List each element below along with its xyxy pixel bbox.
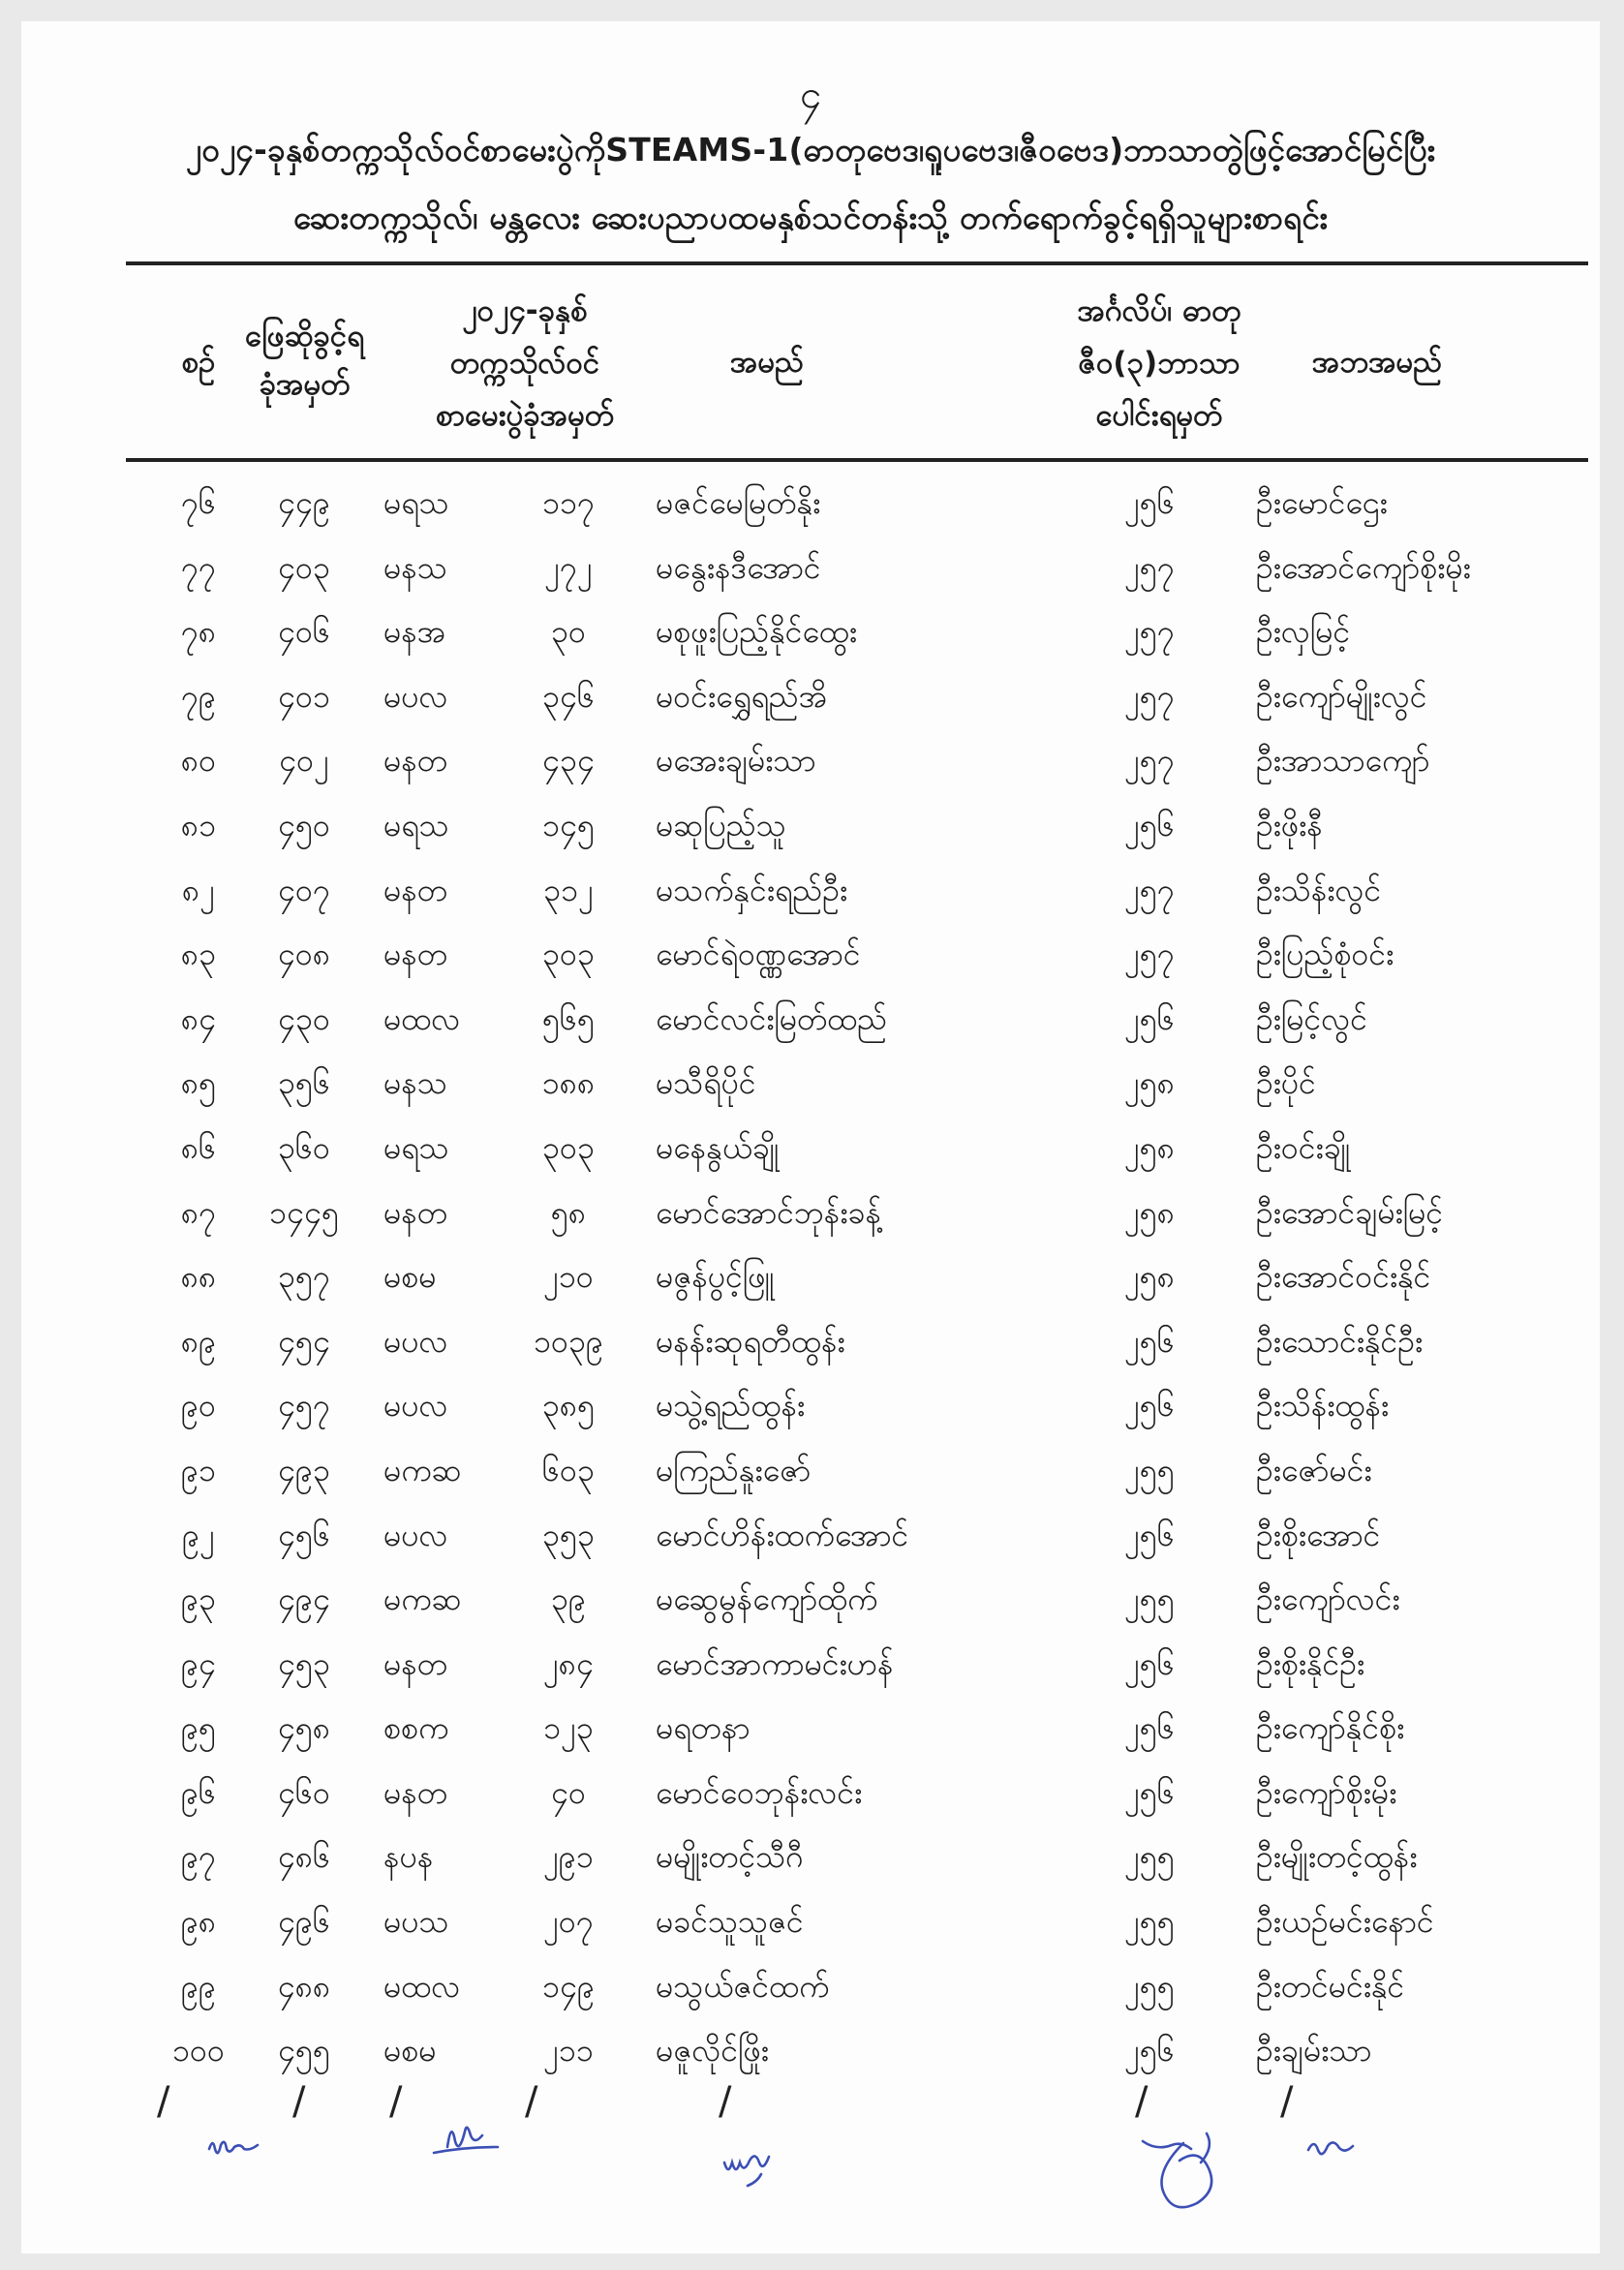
row-name: မခင်သူသူဇင် [656,1903,804,1941]
row-exam-prefix: မနတ [383,1193,447,1231]
row-serial: ၈၉ [180,1322,217,1360]
row-father-name: ဦးအောင်ချမ်းမြင့် [1256,1193,1444,1231]
row-seat-number: ၄၀၁ [278,677,330,715]
signature-5 [1304,2132,1363,2162]
row-name: မဆုပြည့်သူ [656,806,786,844]
row-exam-number: ၆၀၃ [542,1451,595,1488]
row-exam-number: ၃၀ [551,613,586,651]
row-father-name: ဦးကျော်လင်း [1256,1580,1400,1618]
row-father-name: ဦးဖိုးနီ [1256,806,1323,844]
row-exam-prefix: မနအ [383,613,446,651]
row-name: မောင်ဟိန်းထက်အောင် [656,1516,909,1553]
header-seat-line-1: ဖြေဆိုခွင့်ရ [245,319,364,353]
row-name: မဇင်မေမြတ်နိုး [656,484,821,521]
row-exam-number: ၁၁၇ [542,484,595,521]
header-father: အဘအမည် [1311,345,1443,380]
row-father-name: ဦးစိုးအောင် [1256,1516,1381,1553]
row-exam-prefix: မပလ [383,1322,448,1360]
row-father-name: ဦးမျိုးတင့်ထွန်း [1256,1838,1418,1876]
row-exam-prefix: မကဆ [383,1580,462,1618]
row-name: မကြည်နူးဇော် [656,1451,812,1488]
row-score: ၂၅၈ [1124,1064,1175,1102]
row-exam-number: ၃၁၂ [543,871,594,908]
row-name: မနန်းဆုရတီထွန်း [656,1322,845,1360]
row-serial: ၉၃ [181,1580,216,1618]
row-score: ၂၅၇ [1124,548,1175,586]
row-seat-number: ၄၆၀ [278,1773,330,1811]
row-score: ၂၅၈ [1124,1193,1175,1231]
table-row [21,1958,1600,2023]
row-father-name: ဦးအာသာကျော် [1256,742,1430,780]
row-score: ၂၅၆ [1124,1516,1175,1553]
table-body [21,475,1600,2087]
row-score: ၂၅၅ [1124,1451,1175,1488]
row-exam-prefix: မပလ [383,1387,448,1425]
row-serial: ၈၈ [180,1258,217,1296]
row-father-name: ဦးကျော်မျိုးလွင် [1256,677,1427,715]
table-row [21,862,1600,927]
row-father-name: ဦးအောင်ကျော်စိုးမိုး [1256,548,1471,586]
row-score: ၂၅၇ [1124,613,1175,651]
row-name: မစုဖူးပြည့်နိုင်ထွေး [656,613,857,651]
row-name: မရတနာ [656,1709,751,1747]
row-exam-prefix: မရသ [383,806,449,844]
row-score: ၂၅၇ [1124,742,1175,780]
row-exam-number: ၅၈ [550,1193,587,1231]
row-name: မနေနွယ်ချို [656,1128,780,1166]
row-score: ၂၅၅ [1124,1967,1175,2005]
row-score: ၂၅၇ [1124,871,1175,908]
header-exam-line-3: စာမေးပွဲခုံအမှတ် [435,398,615,433]
row-score: ၂၅၆ [1124,1387,1175,1425]
row-serial: ၉၇ [181,1838,216,1876]
row-seat-number: ၄၅၀ [278,806,330,844]
row-seat-number: ၄၅၃ [278,1644,330,1682]
table-row [21,1700,1600,1764]
row-serial: ၈၆ [180,1128,217,1166]
row-father-name: ဦးသောင်းနိုင်ဦး [1256,1322,1424,1360]
table-row [21,926,1600,991]
row-exam-prefix: မပလ [383,677,448,715]
row-serial: ၇၉ [181,677,216,715]
row-exam-number: ၂၁၀ [543,1258,594,1296]
table-row [21,475,1600,539]
row-father-name: ဦးမောင်ဌေး [1256,484,1388,521]
table-row [21,1636,1600,1701]
document-page [21,21,1600,2254]
row-seat-number: ၄၀၆ [278,613,330,651]
document-title-line-2: ဆေးတက္ကသိုလ်၊ မန္တလေး ဆေးပညာပထမနှစ်သင်တန်းသို့ တက်ရောက်ခွင့်ရရှိသူများစာရင်း [292,199,1329,236]
table-row [21,603,1600,668]
table-row [21,1828,1600,1893]
row-name: မဇူလိုင်ဖြိုး [656,2032,769,2070]
row-score: ၂၅၆ [1124,484,1175,521]
row-exam-number: ၃၈၅ [541,1387,596,1425]
table-top-rule [126,261,1588,265]
row-exam-prefix: မနသ [383,1064,447,1102]
signature-1 [205,2128,273,2166]
row-exam-number: ၂၉၁ [543,1838,594,1876]
row-father-name: ဦးအောင်ဝင်းနိုင် [1256,1258,1431,1296]
row-exam-prefix: မနတ [383,742,447,780]
row-name: မဝင်းရွှေရည်အိ [656,677,828,715]
row-serial: ၈၁ [180,806,217,844]
row-seat-number: ၄၀၂ [279,742,329,780]
row-serial: ၇၆ [181,484,216,521]
row-serial: ၁၀၀ [172,2032,225,2070]
table-row [21,1248,1600,1313]
row-serial: ၇၈ [180,613,217,651]
row-exam-prefix: စစက [383,1709,449,1747]
row-seat-number: ၄၅၄ [278,1322,330,1360]
row-seat-number: ၁၄၄၅ [269,1193,339,1231]
row-exam-prefix: မနတ [383,1773,447,1811]
row-serial: ၈၀ [180,742,217,780]
row-score: ၂၅၅ [1124,1838,1175,1876]
row-seat-number: ၄၉၃ [278,1451,330,1488]
footer-mark-6: / [1135,2079,1149,2124]
row-exam-number: ၃၅၃ [542,1516,595,1553]
row-exam-number: ၁၈၈ [541,1064,596,1102]
row-exam-number: ၂၇၂ [544,548,593,586]
row-serial: ၉၅ [181,1709,216,1747]
row-serial: ၉၉ [181,1967,216,2005]
row-exam-number: ၄၀ [551,1773,586,1811]
row-father-name: ဦးသိန်းထွန်း [1256,1387,1390,1425]
table-row [21,1377,1600,1442]
row-seat-number: ၄၅၅ [278,2032,330,2070]
row-serial: ၈၄ [180,999,217,1037]
row-father-name: ဦးမြင့်လွင် [1256,999,1368,1037]
header-exam-line-2: တက္ကသိုလ်ဝင် [449,346,600,381]
table-row [21,991,1600,1056]
row-exam-number: ၄၃၄ [542,742,595,780]
row-father-name: ဦးပြည့်စုံဝင်း [1256,936,1394,973]
row-exam-number: ၁၀၃၉ [534,1322,603,1360]
table-row [21,1893,1600,1958]
signature-4 [1125,2128,1241,2224]
row-exam-prefix: မပသ [383,1903,449,1941]
row-father-name: ဦးသိန်းလွင် [1256,871,1382,908]
row-score: ၂၅၆ [1124,806,1175,844]
table-row [21,797,1600,862]
row-exam-number: ၂၀၇ [543,1903,594,1941]
row-score: ၂၅၆ [1124,1644,1175,1682]
header-exam-line-1: ၂၀၂၄-ခုနှစ် [462,293,588,328]
row-exam-number: ၃၀၃ [542,1128,595,1166]
row-name: မဇွန်ပွင့်ဖြူ [656,1258,775,1296]
footer-mark-5: / [719,2079,732,2124]
footer-mark-3: / [389,2079,403,2124]
row-name: မသီရိပိုင် [656,1064,756,1102]
row-seat-number: ၄၀၈ [277,936,331,973]
table-row [21,1313,1600,1378]
table-row [21,539,1600,604]
row-seat-number: ၄၉၆ [278,1903,330,1941]
row-father-name: ဦးပိုင် [1256,1064,1316,1102]
header-seat-line-2: ခုံအမှတ် [259,367,351,402]
header-name: အမည် [729,345,805,380]
row-score: ၂၅၈ [1124,1128,1175,1166]
row-seat-number: ၄၀၇ [278,871,330,908]
row-score: ၂၅၅ [1124,1903,1175,1941]
row-exam-prefix: မနတ [383,871,447,908]
row-exam-prefix: မစမ [383,1258,437,1296]
row-score: ၂၅၈ [1124,1258,1175,1296]
row-exam-number: ၂၈၄ [543,1644,594,1682]
row-seat-number: ၄၅၆ [278,1516,330,1553]
row-name: မနွေးနဒီအောင် [656,548,821,586]
row-seat-number: ၄၃၀ [278,999,330,1037]
header-score-line-2: ဇီဝ(၃)ဘာသာ [1078,346,1241,381]
row-seat-number: ၄၅၇ [278,1387,330,1425]
row-father-name: ဦးချမ်းသာ [1256,2032,1372,2070]
row-father-name: ဦးလှမြင့် [1256,613,1351,651]
footer-mark-4: / [525,2079,538,2124]
table-row [21,1055,1600,1120]
row-name: မောင်အာကာမင်းဟန် [656,1644,894,1682]
row-exam-prefix: မကဆ [383,1451,462,1488]
row-seat-number: ၄၈၈ [277,1967,331,2005]
row-name: မောင်အောင်ဘုန်းခန့် [656,1193,882,1231]
footer-mark-1: / [157,2079,170,2124]
row-seat-number: ၄၈၆ [277,1838,331,1876]
row-father-name: ဦးစိုးနိုင်ဦး [1256,1644,1365,1682]
row-score: ၂၅၆ [1124,1773,1175,1811]
row-father-name: ဦးဇော်မင်း [1256,1451,1372,1488]
row-serial: ၉၄ [181,1644,216,1682]
row-serial: ၈၂ [182,871,215,908]
row-exam-number: ၂၁၁ [543,2032,594,2070]
row-father-name: ဦးတင်မင်းနိုင် [1256,1967,1405,2005]
header-score-line-1: အင်္ဂလိပ်၊ ဓာတု [1077,293,1241,328]
row-serial: ၉၆ [181,1773,216,1811]
table-row [21,2022,1600,2087]
table-row [21,1571,1600,1636]
footer-mark-7: / [1280,2079,1294,2124]
row-seat-number: ၄၉၄ [278,1580,330,1618]
row-serial: ၉၂ [182,1516,215,1553]
row-serial: ၈၃ [180,936,217,973]
row-score: ၂၅၆ [1124,1322,1175,1360]
row-serial: ၉၈ [180,1903,217,1941]
row-exam-prefix: မရသ [383,1128,449,1166]
row-exam-prefix: နပန [383,1838,434,1876]
row-name: မသွယ်ဇင်ထက် [656,1967,830,2005]
signature-2 [428,2108,506,2166]
row-father-name: ဦးယဉ်မင်းနောင် [1256,1903,1434,1941]
row-exam-prefix: မနတ [383,1644,447,1682]
row-serial: ၇၇ [181,548,216,586]
table-row [21,1764,1600,1829]
page-number: ၄ [799,73,822,117]
table-row [21,668,1600,733]
row-name: မသွဲ့ရည်ထွန်း [656,1387,806,1425]
table-row [21,732,1600,797]
row-score: ၂၅၇ [1124,936,1175,973]
document-title-line-1: ၂၀၂၄-ခုနှစ်တက္ကသိုလ်ဝင်စာမေးပွဲကိုSTEAMS-1(ဓာတုဗေဒ၊ရူပဗေဒ၊ဇီဝဗေဒ)ဘာသာတွဲဖြင့်အောင်မြင်ပြီး [185,131,1436,169]
row-name: မောင်ဝေဘုန်းလင်း [656,1773,863,1811]
row-score: ၂၅၆ [1124,2032,1175,2070]
row-name: မသက်နှင်းရည်ဦး [656,871,848,908]
row-seat-number: ၃၅၆ [278,1064,330,1102]
row-exam-number: ၃၄၆ [542,677,595,715]
row-seat-number: ၄၅၈ [277,1709,331,1747]
row-father-name: ဦးဝင်းချို [1256,1128,1351,1166]
row-serial: ၉၁ [181,1451,216,1488]
row-serial: ၉၀ [181,1387,216,1425]
header-serial: စဉ် [181,345,216,380]
row-seat-number: ၄၄၉ [278,484,330,521]
row-exam-prefix: မပလ [383,1516,448,1553]
row-score: ၂၅၆ [1124,999,1175,1037]
row-exam-prefix: မရသ [383,484,449,521]
row-exam-prefix: မစမ [383,2032,437,2070]
row-score: ၂၅၅ [1124,1580,1175,1618]
footer-mark-2: / [292,2079,306,2124]
row-seat-number: ၃၅၇ [278,1258,330,1296]
row-father-name: ဦးကျော်စိုးမိုး [1256,1773,1397,1811]
row-serial: ၈၅ [180,1064,217,1102]
row-father-name: ဦးကျော်နိုင်စိုး [1256,1709,1405,1747]
table-header-rule [126,458,1588,462]
row-seat-number: ၄၀၃ [278,548,330,586]
row-exam-number: ၁၄၉ [542,1967,595,2005]
table-row [21,1507,1600,1572]
row-exam-number: ၁၂၃ [543,1709,594,1747]
row-serial: ၈၇ [180,1193,217,1231]
table-row [21,1184,1600,1249]
row-exam-prefix: မထလ [383,999,461,1037]
row-exam-number: ၃၉ [551,1580,586,1618]
row-name: မအေးချမ်းသာ [656,742,816,780]
row-name: မမျိုးတင့်သီဂီ [656,1838,804,1876]
row-exam-prefix: မနတ [383,936,447,973]
row-name: မောင်လင်းမြတ်ထည် [656,999,888,1037]
signature-3 [719,2137,786,2205]
row-exam-number: ၁၄၅ [542,806,595,844]
row-score: ၂၅၆ [1124,1709,1175,1747]
row-exam-prefix: မနသ [383,548,447,586]
row-name: မဆွေမွန်ကျော်ထိုက် [656,1580,878,1618]
row-exam-number: ၃၀၃ [542,936,595,973]
row-exam-prefix: မထလ [383,1967,461,2005]
row-score: ၂၅၇ [1124,677,1175,715]
table-row [21,1120,1600,1184]
header-score-line-3: ပေါင်းရမှတ် [1095,398,1223,433]
row-seat-number: ၃၆၀ [278,1128,330,1166]
table-row [21,1442,1600,1507]
row-exam-number: ၅၆၅ [542,999,595,1037]
row-name: မောင်ရဲဝဏ္ဏအောင် [656,936,861,973]
